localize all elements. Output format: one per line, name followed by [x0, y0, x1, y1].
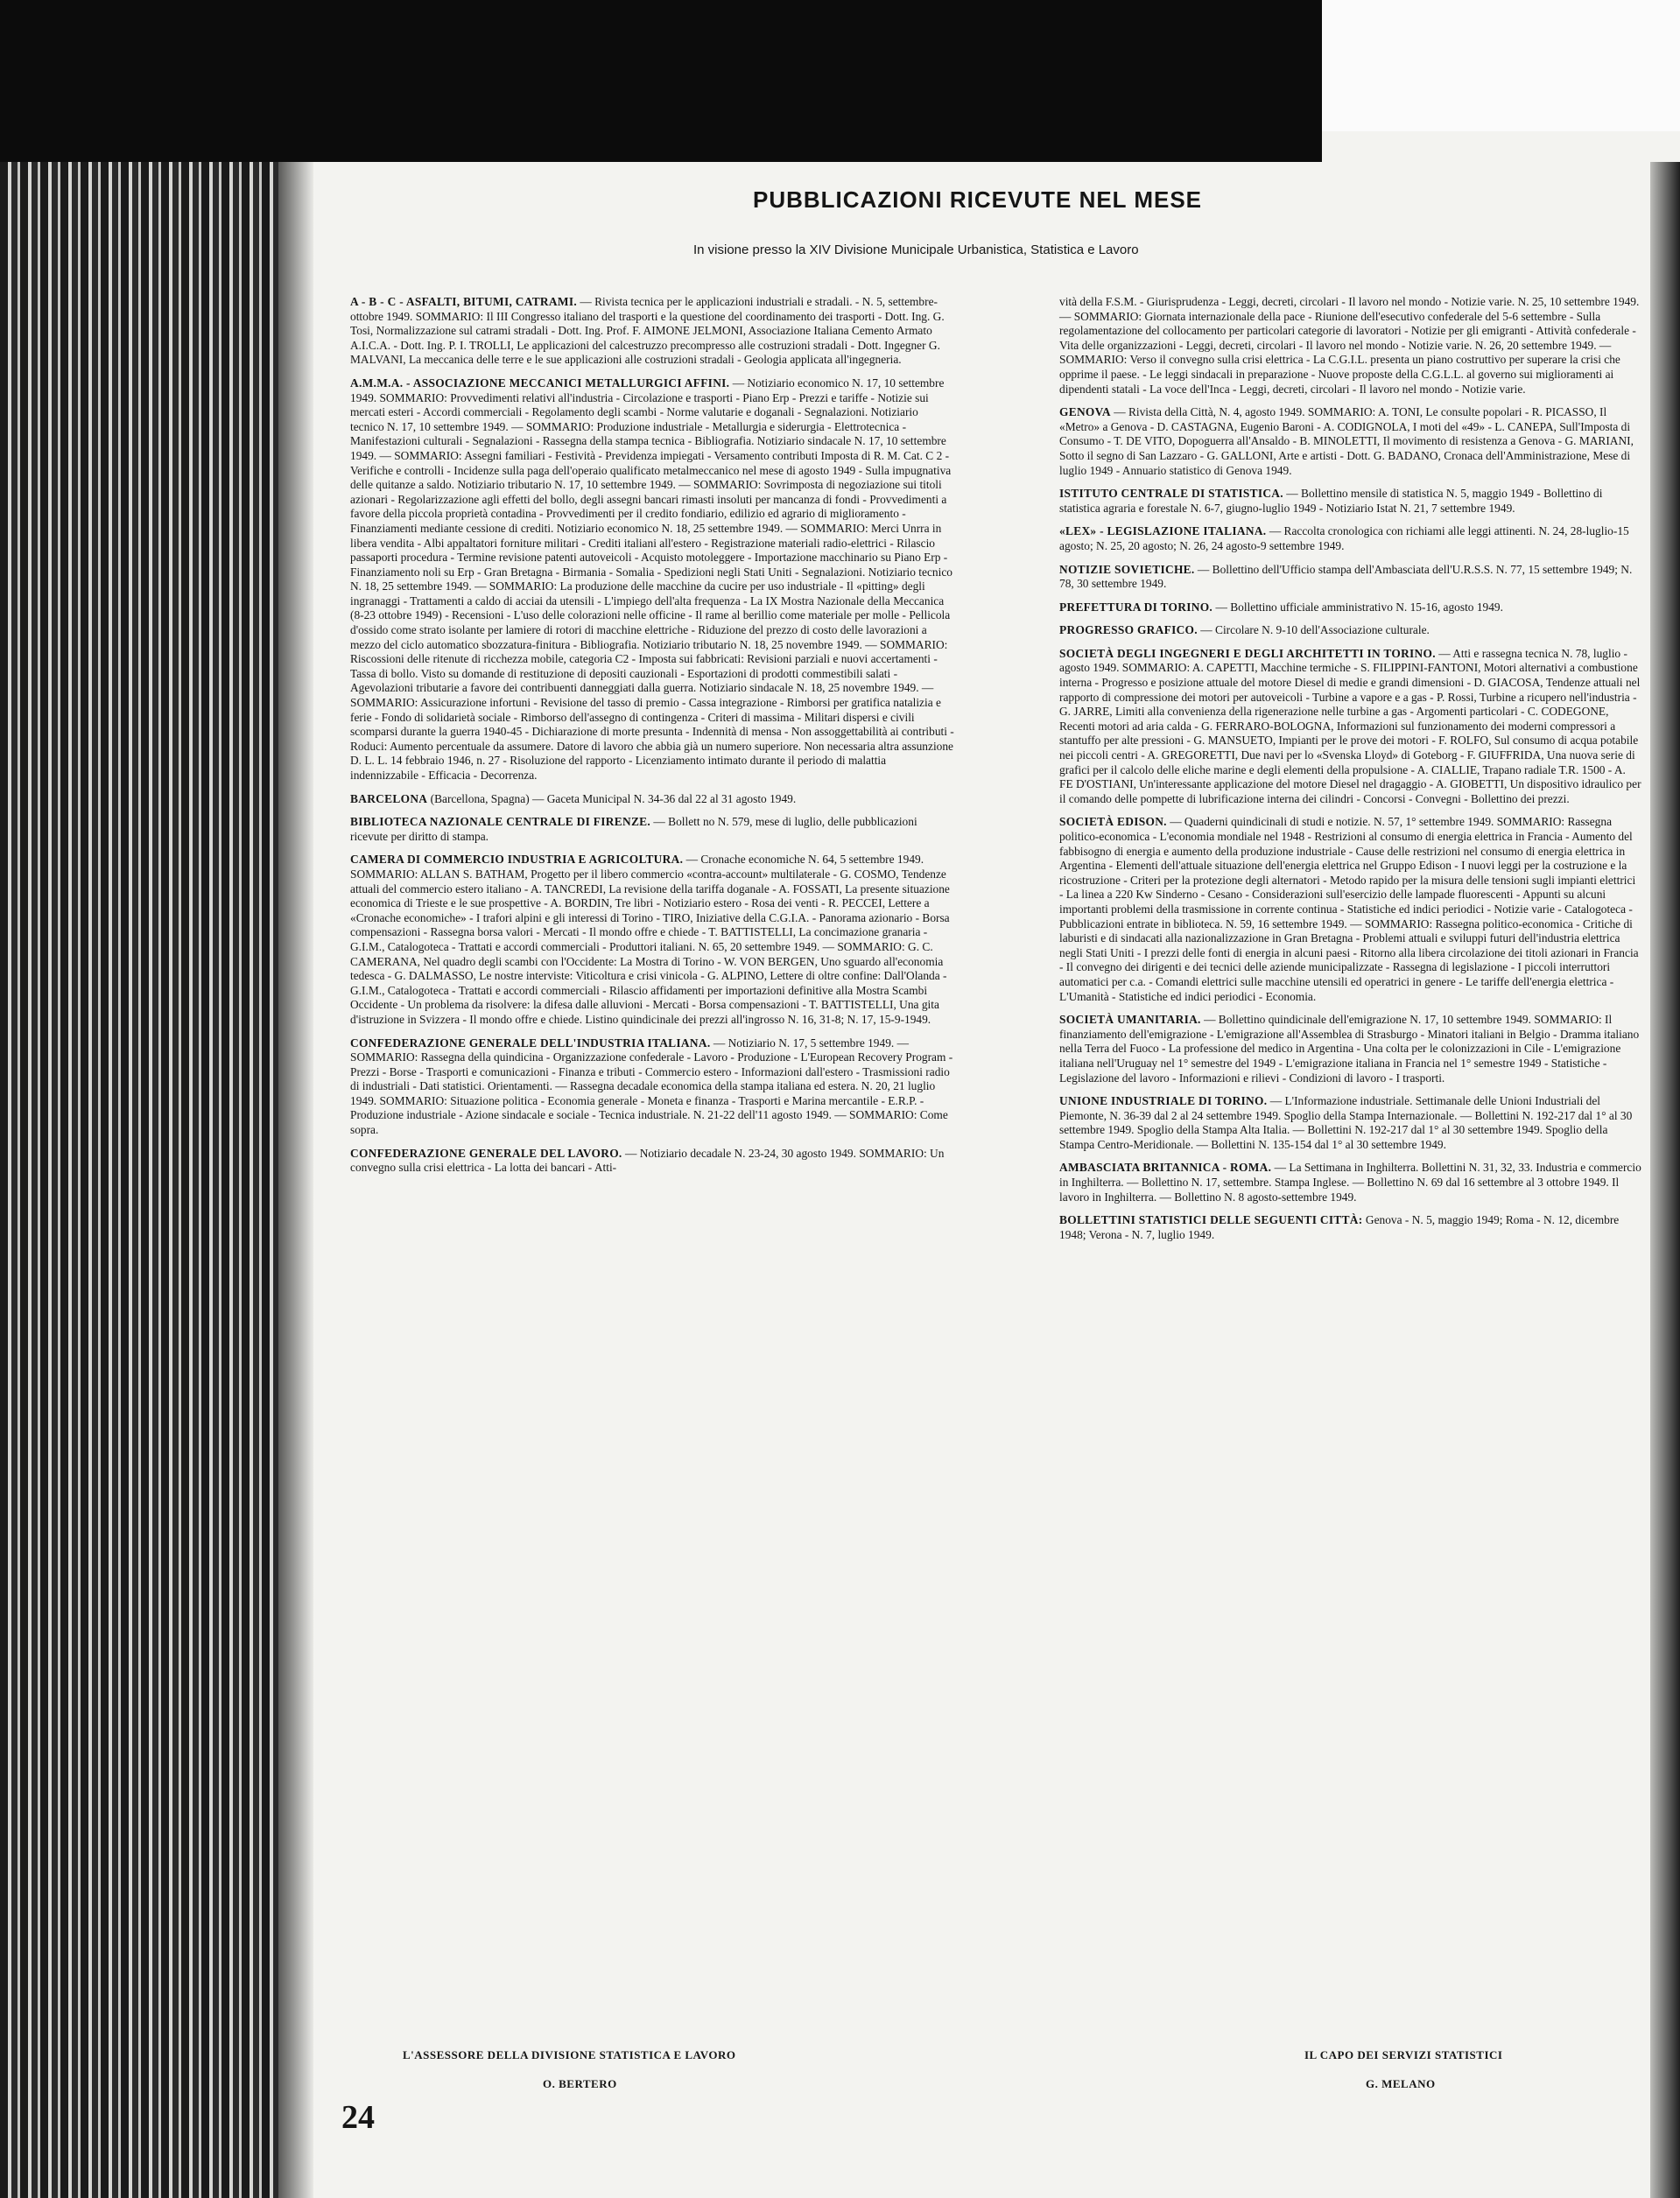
entry-heading: «LEX» - LEGISLAZIONE ITALIANA.: [1059, 524, 1267, 538]
bibliography-entry: [1059, 647, 1641, 807]
entry-text: — Bollettino mensile di statistica N. 5, maggio 1949 - Bollettino di statistica agraria e forestale N. 6-7, giugno-luglio 1949 - Notiziario Istat N. 21, 7 settembre 1949.: [1059, 487, 1603, 515]
entry-text: — La Settimana in Inghilterra. Bollettini N. 31, 32, 33. Industria e commercio in Inghilterra. — Bollettino N. 17, settembre. Stampa Inglese. — Bollettino N. 69 dal 16 settembre al 3 ottobre 1949. Il lavoro in Inghilterra. — Bollettino N. 8 agosto-settembre 1949.: [1059, 1161, 1641, 1204]
entry-text: — Rivista tecnica per le applicazioni industriali e stradali. - N. 5, settembre-ottobre 1949. SOMMARIO: Il III Congresso italiano del trasporti e la questione del coordinamento dei trasporti - Dott. Ing. G. Tosi, Normalizzazione sul catrami stradali - Dott. Ing. Prof. F. AIMONE JELMONI, Associazione Italiana Cemento Armato A.I.C.A. - Dott. Ing. P. I. TROLLI, Le applicazioni del calcestruzzo precompresso alle costruzioni stradali - Dott. Ingegner G. MALVANI, La meccanica delle terre e le sue applicazioni alle costruzioni stradali - Geologia applicata all'ingegneria.: [350, 295, 945, 367]
bibliography-entry: [1059, 295, 1641, 397]
page-subtitle: In visione presso la XIV Divisione Municipale Urbanistica, Statistica e Lavoro: [693, 242, 1139, 257]
bibliography-entry: [1059, 563, 1641, 592]
entry-text: Genova - N. 5, maggio 1949; Roma - N. 12, dicembre 1948; Verona - N. 7, luglio 1949.: [1059, 1213, 1620, 1241]
entry-heading: BIBLIOTECA NAZIONALE CENTRALE DI FIRENZE.: [350, 815, 651, 829]
entry-text: — Quaderni quindicinali di studi e notizie. N. 57, 1° settembre 1949. SOMMARIO: Rassegna politico-economica - L'economia mondiale nel 1948 - Restrizioni al consumo di energia elettrica in Francia - Aumento del fabbisogno di energia e aumento della produzione industriale - Cause delle restrizioni nel consumo di energia elettrica in Argentina - Elementi dell'attuale situazione dell'energia elettrica nel Gruppo Edison - I nuovi leggi per la costruzione e la ricostruzione - Criteri per la protezione degli alternatori - Metodo rapido per la misura delle tensioni sugli impianti elettrici - La linea a 220 Kw Sinderno - Cesano - Considerazioni sull'esercizio delle lampade fluorescenti - Appunti su alcuni importanti problemi della trasmissione in corrente continua - Statistiche ed indici periodici - Notizie varie - Catalogoteca - Pubblicazioni entrate in biblioteca. N. 59, 16 settembre 1949. — SOMMARIO: Rassegna politico-economica - Critiche di laburisti e di sindacati alla nazionalizzazione in Gran Bretagna - Problemi attuali e sviluppi futuri dell'industria elettrica negli Stati Uniti - I prezzi delle fonti di energia in alcuni paesi - Ritorno alla libera circolazione dei titoli azionari in Francia - Il convegno dei dirigenti e dei tecnici delle aziende municipalizzate - Rassegna di legislazione - I piccoli interruttori automatici per c.a. - Comandi elettrici sulle macchine utensili ed operatrici in genere - Le tariffe dell'energia elettrica - L'Umanità - Statistiche ed indici periodici - Economia.: [1059, 815, 1639, 1003]
entry-text: — Raccolta cronologica con richiami alle leggi attinenti. N. 24, 28-luglio-15 agosto; N. 25, 20 agosto; N. 26, 24 agosto-9 settembre 1949.: [1059, 524, 1629, 552]
bibliography-entry: [1059, 524, 1641, 553]
bibliography-entry: [1059, 623, 1641, 638]
entry-heading: PREFETTURA DI TORINO.: [1059, 600, 1213, 614]
document-page: [298, 162, 1650, 2198]
bibliography-entry: [1059, 487, 1641, 516]
bibliography-entry: [1059, 815, 1641, 1004]
entry-text: — Rivista della Città, N. 4, agosto 1949. SOMMARIO: A. TONI, Le consulte popolari - R. PICASSO, Il «Metro» a Genova - D. CASTAGNA, Eugenio Baroni - A. CODIGNOLA, I moti del «49» - L. CANEPA, Sull'Imposta di Consumo - T. DE VITO, Dopoguerra all'Ansaldo - B. MINOLETTI, Il movimento di resistenza a Genova - G. MARIANI, Sotto il segno di San Lazzaro - G. GALLONI, Arte e artisti - Dott. G. BADANO, Cronaca dell'Amministrazione, Mese di luglio 1949 - Annuario statistico di Genova 1949.: [1059, 405, 1634, 477]
entry-heading: CAMERA DI COMMERCIO INDUSTRIA E AGRICOLTURA.: [350, 853, 684, 867]
page-title: PUBBLICAZIONI RICEVUTE NEL MESE: [753, 186, 1203, 213]
entry-text: — Bollettino dell'Ufficio stampa dell'Ambasciata dell'U.R.S.S. N. 77, 15 settembre 1949; N. 78, 30 settembre 1949.: [1059, 562, 1633, 591]
footer-left-role: L'ASSESSORE DELLA DIVISIONE STATISTICA E LAVORO: [403, 2048, 736, 2061]
footer-right-name: G. MELANO: [1366, 2077, 1436, 2090]
entry-text: — Notiziario decadale N. 23-24, 30 agosto 1949. SOMMARIO: Un convegno sulla crisi elettrica - La lotta dei bancari - Atti-: [350, 1146, 945, 1175]
entry-heading: CONFEDERAZIONE GENERALE DELL'INDUSTRIA ITALIANA.: [350, 1036, 711, 1050]
entry-heading: BARCELONA: [350, 791, 428, 805]
bibliography-entry: [1059, 600, 1641, 615]
entry-heading: SOCIETÀ DEGLI INGEGNERI E DEGLI ARCHITETTI IN TORINO.: [1059, 646, 1436, 660]
entry-heading: SOCIETÀ EDISON.: [1059, 815, 1167, 829]
right-page-edge: [1650, 162, 1680, 2198]
right-column: [1059, 295, 1641, 1251]
entry-text: — Notiziario N. 17, 5 settembre 1949. — SOMMARIO: Rassegna della quindicina - Organizzazione confederale - Lavoro - Produzione - L'European Recovery Program - Prezzi - Borse - Trasporti e comunicazioni - Finanza e tributi - Commercio estero - Informazioni dall'estero - Trasmissioni radio di industriali - Dati statistici. Orientamenti. — Rassegna decadale economica della stampa italiana ed estera. N. 20, 21 luglio 1949. SOMMARIO: Situazione politica - Economia generale - Moneta e finanza - Trasporti e Marina mercantile - E.R.P. - Produzione industriale - Azione sindacale e sociale - Tecnica industriale. N. 21-22 dell'11 agosto 1949. — SOMMARIO: Come sopra.: [350, 1036, 953, 1137]
entry-heading: UNIONE INDUSTRIALE DI TORINO.: [1059, 1094, 1268, 1108]
scan-dark-band: [0, 0, 1322, 162]
bibliography-entry: [1059, 1013, 1641, 1085]
entry-heading: AMBASCIATA BRITANNICA - ROMA.: [1059, 1161, 1272, 1175]
entry-heading: PROGRESSO GRAFICO.: [1059, 623, 1198, 637]
bibliography-entry: [350, 376, 954, 783]
bibliography-entry: [350, 295, 954, 368]
entry-text: — Atti e rassegna tecnica N. 78, luglio - agosto 1949. SOMMARIO: A. CAPETTI, Macchine termiche - S. FILIPPINI-FANTONI, Motori alternativi a combustione interna - Progresso e posizione attuale del motore Diesel di medie e grandi dimensioni - D. GIACOSA, Tendenze attuali nel rapporto di compressione dei motori per autoveicoli - Turbine a vapore e a gas - P. Rossi, Turbine a ricupero nell'industria - G. JARRE, Limiti alla convenienza della rigenerazione nelle turbine a gas - Argomenti particolari - C. CODEGONE, Recenti motori ad aria calda - G. FERRARO-BOLOGNA, Informazioni sul funzionamento dei moderni compressori a stantuffo per alte pressioni - G. MANSUETO, Impianti per le prove dei motori - F. ROLFO, Sul consumo di acqua potabile nei piccoli centri - A. GREGORETTI, Due navi per lo «Svenska Lloyd» di Goteborg - F. GIUFFRIDA, Una nuova serie di grafici per il calcolo delle eliche marine e degli elementi della propulsione - A. CIALLIE, Trapano radiale T.R. 1500 - A. FE D'OSTIANI, Un'interessante applicazione del motore Diesel nel dragaggio - A. GIOBETTI, Un dispositivo idraulico per il comando delle pompette di lubrificazione interna dei cilindri - Concorsi - Convegni - Bollettino dei prezzi.: [1059, 646, 1641, 805]
entry-text: — L'Informazione industriale. Settimanale delle Unioni Industriali del Piemonte, N. 36-39 dal 2 al 24 settembre 1949. Spoglio della Stampa Internazionale. — Bollettini N. 192-217 dal 1° al 30 settembre 1949. Spoglio della Stampa Alta Italia. — Bollettini N. 192-217 dal 1° al 30 settembre 1949. Spoglio della Stampa Centro-Meridionale. — Bollettini N. 135-154 dal 1° al 30 settembre 1949.: [1059, 1094, 1633, 1151]
bibliography-entry: [350, 1036, 954, 1138]
page-edges-stack: [0, 162, 278, 2198]
entry-heading: SOCIETÀ UMANITARIA.: [1059, 1013, 1201, 1027]
entry-heading: ISTITUTO CENTRALE DI STATISTICA.: [1059, 487, 1283, 501]
entry-heading: CONFEDERAZIONE GENERALE DEL LAVORO.: [350, 1146, 622, 1160]
bibliography-entry: [1059, 1213, 1641, 1242]
entry-text: — Circolare N. 9-10 dell'Associazione culturale.: [1200, 623, 1430, 637]
entry-heading: A.M.M.A. - ASSOCIAZIONE MECCANICI METALLURGICI AFFINI.: [350, 376, 730, 390]
bibliography-entry: [1059, 1094, 1641, 1152]
entry-heading: A - B - C - ASFALTI, BITUMI, CATRAMI.: [350, 295, 577, 308]
entry-text: vità della F.S.M. - Giurisprudenza - Leggi, decreti, circolari - Il lavoro nel mondo - Notizie varie. N. 25, 10 settembre 1949. — SOMMARIO: Giornata internazionale della pace - Riunione dell'esecutivo confederale del 5-6 settembre - Sulla regolamentazione del collocamento per particolari categorie di lavoratori - Notizie per gli emigranti - Attività confederale - Vita delle organizzazioni - Leggi, decreti, circolari - Il lavoro nel mondo - Notizie varie. N. 26, 20 settembre 1949. — SOMMARIO: Verso il convegno sulla crisi elettrica - La C.G.I.L. presenta un piano costruttivo per superare la crisi che opprime il paese. - Le leggi sindacali in preparazione - Nuove proposte della C.G.L.L. al governo sui miglioramenti ai dipendenti statali - La voce dell'Inca - Leggi, decreti, circolari - Il lavoro nel mondo - Notizie varie.: [1059, 295, 1640, 396]
bibliography-entry: [350, 792, 954, 807]
scan-corner: [1322, 0, 1680, 131]
bibliography-entry: [350, 853, 954, 1027]
entry-text: — Cronache economiche N. 64, 5 settembre 1949. SOMMARIO: ALLAN S. BATHAM, Progetto per il libero commercio «contra-account» multilaterale - G. COSMO, Tendenze attuali del commercio estero italiano - A. TANCREDI, La revisione della tariffa doganale - A. FOSSATI, La presente situazione economica di Trieste e le sue prospettive - A. BORDIN, Tre libri - Notiziario estero - Rosa dei venti - R. PECCEI, Lettere a «Cronache economiche» - I trafori alpini e gli interessi di Torino - TIRO, Iniziative della C.G.I.A. - Panorama azionario - Borsa compensazioni - Rassegna borsa valori - Mercati - Il mondo offre e chiede - T. BATTISTELLI, La concimazione granaria - G.I.M., Catalogoteca - Trattati e accordi commerciali - Produttori italiani. N. 65, 20 settembre 1949. — SOMMARIO: G. C. CAMERANA, Nel quadro degli scambi con l'Occidente: La Mostra di Torino - W. VON BERGEN, Uno sguardo all'economia tedesca - G. DALMASSO, Le nostre interviste: Viticoltura e crisi vinicola - G. ALPINO, Lettere di oltre confine: Dall'Olanda - G.I.M., Catalogoteca - Trattati e accordi commerciali - Rilascio affidamenti per importazioni definitive alla Mostra Scambi Occidente - Un problema da risolvere: la difesa dalle alluvioni - Mercati - Borsa compensazioni - T. BATTISTELLI, Una gita d'istruzione in Svizzera - Il mondo offre e chiede. Listino quindicinale dei prezzi all'ingrosso N. 16, 31-8; N. 17, 15-9-1949.: [350, 853, 950, 1026]
entry-text: — Notiziario economico N. 17, 10 settembre 1949. SOMMARIO: Provvedimenti relativi all'industria - Circolazione e trasporti - Piano Erp - Prezzi e tariffe - Notizie sui mercati esteri - Accordi commerciali - Regolamento degli scambi - Norme valutarie e doganali - Segnalazioni. Notiziario tecnico N. 17, 10 settembre 1949. — SOMMARIO: Produzione industriale - Metallurgia e siderurgia - Elettrotecnica - Manifestazioni culturali - Segnalazioni - Rassegna della stampa tecnica - Bibliografia. Notiziario sindacale N. 17, 10 settembre 1949. — SOMMARIO: Assegni familiari - Festività - Previdenza impiegati - Versamento contributi Imposta di R. M. Cat. C 2 - Verifiche e controlli - Incidenze sulla paga dell'operaio qualificato metalmeccanico nel mese di agosto 1949 - Sulla impugnativa delle quitanze a saldo. Notiziario tributario N. 17, 10 settembre 1949. — SOMMARIO: Sovrimposta di negoziazione sui titoli azionari - Regolarizzazione agli effetti del bollo, degli assegni bancari rimasti insoluti per mancanza di fondi - Provvedimenti a favore della piccola proprietà contadina - Provvedimenti per il credito fondiario, edilizio ed agrario di miglioramento - Finanziamenti mediante cessione di crediti. Notiziario economico N. 18, 25 settembre 1949. — SOMMARIO: Merci Unrra in libera vendita - Albi appaltatori forniture militari - Crediti italiani all'estero - Registrazione materiali radio-elettrici - Rilascio passaporti procedura - Termine revisione patenti autoveicoli - Acquisto motoleggere - Importazione macchinario su Piano Erp - Finanziamento noli su Erp - Gran Bretagna - Birmania - Somalia - Spedizioni negli Stati Uniti - Segnalazioni. Notiziario tecnico N. 18, 25 settembre 1949. — SOMMARIO: La produzione delle macchine da cucire per uso industriale - Il «pitting» degli ingranaggi - Trattamenti a caldo di acciai da utensili - L'impiego dell'alta frequenza - La IX Mostra Nazionale della Meccanica (8-23 ottobre 1949) - Recensioni - L'uso delle colorazioni nelle officine - Il rame al berillio come materiale per molle - Pellicola d'ossido come strato isolante per lamiere di rotori di macchine elettriche - Riduzione del prezzo di costo delle lavorazioni a mezzo del ciclo automatico sbozzatura-finitura - Bibliografia. Notiziario tributario N. 18, 25 novembre 1949. — SOMMARIO: Riscossioni delle ritenute di ricchezza mobile, categoria C2 - Imposta sui fabbricati: Revisioni parziali e nuovi accertamenti - Tassa di bollo. Visto su domande di restituzione di depositi cauzionali - Esportazioni di prodotti commestibili salati - Agevolazioni tributarie a favore dei contribuenti danneggiati dalla guerra. Notiziario sindacale N. 18, 25 novembre 1949. — SOMMARIO: Assicurazione infortuni - Revisione del tasso di premio - Cassa integrazione - Rimborsi per gratifica natalizia e ferie - Fondo di solidarietà sociale - Rimborso dell'assegno di contingenza - Criteri di massima - Militari dispersi e civili scomparsi durante la guerra 1940-45 - Dichiarazione di morte presunta - Indennità di mensa - Non assoggettabilità ai contributi - Roduci: Aumento percentuale da assumere. Datore di lavoro che abbia già un numero superiore. Non necessaria altra assunzione D. L. L. 14 febbraio 1946, n. 27 - Risoluzione del rapporto - Licenziamento intimato durante il periodo di malattia indennizzabile - Efficacia - Decorrenza.: [350, 376, 954, 782]
bibliography-entry: [1059, 405, 1641, 478]
footer-left-name: O. BERTERO: [543, 2077, 617, 2090]
footer-right-role: IL CAPO DEI SERVIZI STATISTICI: [1304, 2048, 1503, 2061]
entry-text: (Barcellona, Spagna) — Gaceta Municipal N. 34-36 dal 22 al 31 agosto 1949.: [430, 791, 797, 805]
bibliography-entry: [1059, 1161, 1641, 1204]
entry-text: — Bollett no N. 579, mese di luglio, delle pubblicazioni ricevute per diritto di stampa.: [350, 815, 917, 843]
entry-heading: NOTIZIE SOVIETICHE.: [1059, 562, 1195, 576]
bibliography-entry: [350, 1147, 954, 1176]
entry-heading: BOLLETTINI STATISTICI DELLE SEGUENTI CITTÀ:: [1059, 1213, 1363, 1227]
entry-text: — Bollettino quindicinale dell'emigrazione N. 17, 10 settembre 1949. SOMMARIO: Il finanziamento dell'emigrazione - L'emigrazione all'Assemblea di Strasburgo - Minatori italiani in Belgio - Dramma italiano nella Terra del Fuoco - La professione del medico in Argentina - Una colta per le colonizzazioni in Cile - L'emigrazione italiana nell'Uruguay nel 1° semestre del 1949 - L'emigrazione italiana in Francia nel 1° semestre 1949 - Statistiche - Legislazione del lavoro - Informazioni e rilievi - Condizioni di lavoro - I trasporti.: [1059, 1013, 1640, 1085]
entry-text: — Bollettino ufficiale amministrativo N. 15-16, agosto 1949.: [1215, 600, 1503, 614]
bibliography-entry: [350, 815, 954, 844]
entry-heading: GENOVA: [1059, 405, 1111, 419]
page-number: 24: [341, 2099, 375, 2136]
left-column: [350, 295, 954, 1184]
